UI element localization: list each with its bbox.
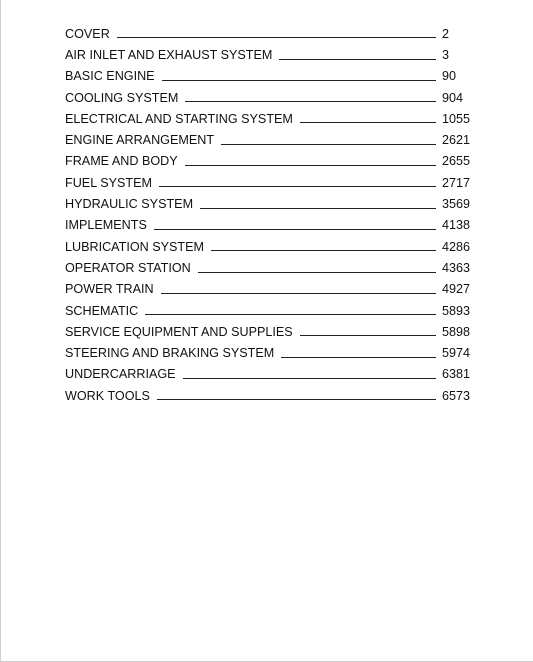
toc-entry-title: LUBRICATION SYSTEM — [65, 239, 205, 254]
toc-leader-line — [281, 357, 436, 358]
toc-entry-page: 5974 — [442, 346, 471, 361]
toc-leader-line — [198, 272, 436, 273]
toc-entry-lubrication-system[interactable] — [65, 234, 477, 255]
toc-entry-title: HYDRAULIC SYSTEM — [65, 197, 194, 212]
toc-entry-title: OPERATOR STATION — [65, 260, 191, 275]
toc-entry-electrical-and-starting-system[interactable] — [65, 106, 477, 127]
toc-entry-frame-and-body[interactable] — [65, 149, 477, 170]
toc-entry-page: 2621 — [442, 133, 471, 148]
toc-entry-steering-and-braking-system[interactable] — [65, 340, 477, 361]
toc-entry-undercarriage[interactable] — [65, 362, 477, 383]
toc-entry-service-equipment-and-supplies[interactable] — [65, 319, 477, 340]
toc-entry-title: POWER TRAIN — [65, 282, 154, 297]
toc-leader-line — [183, 378, 436, 379]
toc-leader-line — [279, 59, 436, 60]
toc-leader-line — [145, 314, 436, 315]
toc-entry-work-tools[interactable] — [65, 383, 477, 404]
toc-leader-line — [300, 122, 436, 123]
toc-entry-page: 6381 — [442, 367, 471, 382]
toc-leader-line — [185, 101, 436, 102]
toc-entry-page: 5898 — [442, 324, 471, 339]
toc-entry-title: SERVICE EQUIPMENT AND SUPPLIES — [65, 324, 293, 339]
toc-leader-line — [221, 144, 436, 145]
toc-entry-hydraulic-system[interactable] — [65, 191, 477, 212]
toc-entry-page: 90 — [442, 69, 457, 84]
toc-leader-line — [200, 208, 436, 209]
toc-entry-title: BASIC ENGINE — [65, 69, 155, 84]
toc-entry-page: 4927 — [442, 282, 471, 297]
toc-entry-page: 2 — [442, 26, 450, 41]
toc-entry-page: 3 — [442, 48, 450, 62]
toc-entry-page: 4363 — [442, 260, 471, 275]
toc-entry-implements[interactable] — [65, 213, 477, 234]
toc-entry-page: 4138 — [442, 218, 471, 233]
toc-entry-basic-engine[interactable] — [65, 64, 477, 85]
toc-entry-schematic[interactable] — [65, 298, 477, 319]
toc-leader-line — [159, 186, 436, 187]
toc-entry-title: FUEL SYSTEM — [65, 175, 153, 190]
toc-leader-line — [157, 399, 436, 400]
toc-leader-line — [161, 293, 436, 294]
toc-entry-page: 3569 — [442, 197, 471, 212]
toc-entry-operator-station[interactable] — [65, 255, 477, 276]
toc-entry-page: 2655 — [442, 154, 471, 169]
toc-entry-page: 5893 — [442, 303, 471, 318]
toc-entry-cooling-system[interactable] — [65, 85, 477, 106]
toc-entry-title: UNDERCARRIAGE — [65, 367, 176, 382]
toc-entry-title: COOLING SYSTEM — [65, 90, 179, 105]
toc-entry-title: AIR INLET AND EXHAUST SYSTEM — [65, 48, 273, 62]
toc-entry-engine-arrangement[interactable] — [65, 127, 477, 148]
toc-leader-line — [117, 37, 436, 38]
toc-entry-page: 1055 — [442, 111, 471, 126]
toc-leader-line — [154, 229, 436, 230]
toc-entry-cover[interactable] — [65, 21, 477, 42]
toc-entry-title: SCHEMATIC — [65, 303, 139, 318]
toc-entry-fuel-system[interactable] — [65, 170, 477, 191]
toc-entry-title: ENGINE ARRANGEMENT — [65, 133, 215, 148]
toc-leader-line — [185, 165, 436, 166]
toc-entry-title: STEERING AND BRAKING SYSTEM — [65, 346, 275, 361]
toc-entry-title: ELECTRICAL AND STARTING SYSTEM — [65, 111, 293, 126]
toc-entry-air-inlet-and-exhaust-system[interactable] — [65, 42, 477, 63]
toc-leader-line — [211, 250, 436, 251]
toc-entry-title: FRAME AND BODY — [65, 154, 178, 169]
table-of-contents — [65, 21, 477, 404]
toc-entry-page: 2717 — [442, 175, 471, 190]
toc-entry-page: 904 — [442, 90, 464, 105]
toc-entry-title: IMPLEMENTS — [65, 218, 147, 233]
toc-entry-page: 4286 — [442, 239, 471, 254]
toc-entry-title: WORK TOOLS — [65, 388, 150, 403]
toc-leader-line — [300, 335, 436, 336]
toc-leader-line — [162, 80, 436, 81]
toc-entry-page: 6573 — [442, 388, 471, 403]
toc-entry-title: COVER — [65, 26, 110, 41]
toc-entry-power-train[interactable] — [65, 277, 477, 298]
